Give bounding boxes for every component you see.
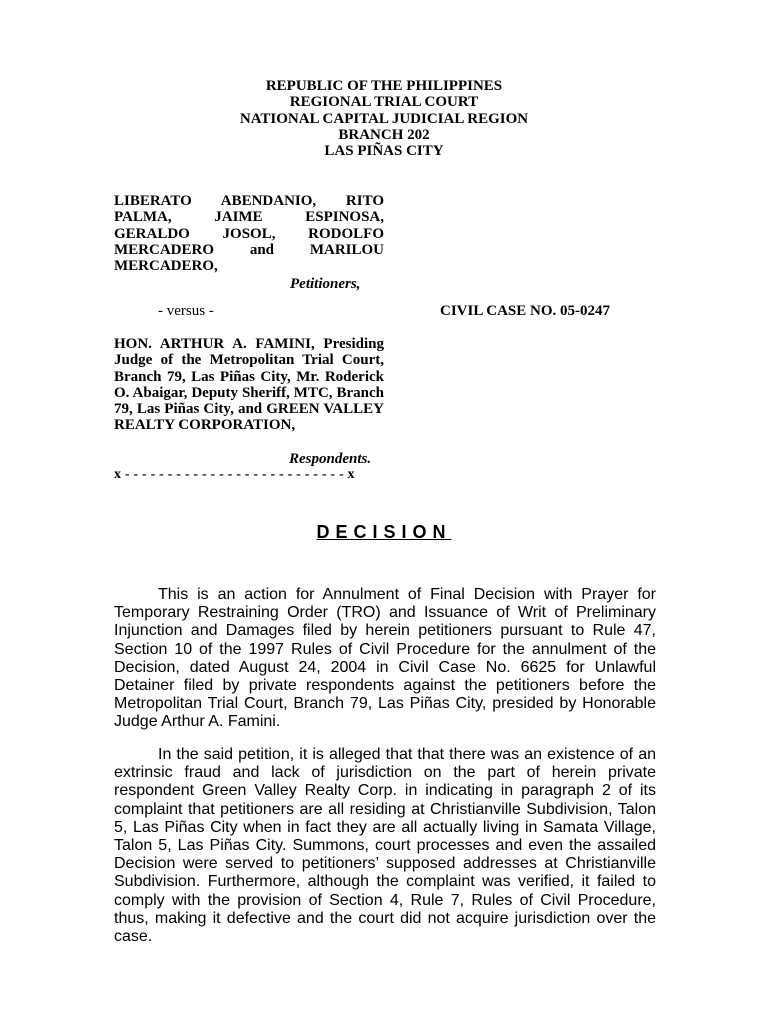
header-city: LAS PIÑAS CITY	[324, 143, 444, 160]
case-number: CIVIL CASE NO. 05-0247	[440, 303, 611, 319]
decision-title: DECISION	[316, 522, 452, 542]
versus-label: - versus -	[158, 303, 214, 319]
body-paragraph-2: In the said petition, it is alleged that that there was an existence of an extrinsic fraud and lack of jurisdiction on the part of herein private respondent Green Valley Realty Corp. in indicating in paragraph 2 of its complaint that petitioners are all residing at Christianville Subdivision, Talon 5, Las Piñas City when in fact they are all actually living in Samata Village, Talon 5, Las Piñas City. Summons, court processes and even the assailed Decision were served to petitioners’ supposed addresses at Christianville Subdivision. Furthermore, although the complaint was verified, it failed to comply with the provision of Section 4, Rule 7, Rules of Civil Procedure, thus, making it defective and the court did not acquire jurisdiction over the case.	[114, 746, 656, 946]
header-branch: BRANCH 202	[338, 126, 430, 143]
petitioners-label: Petitioners,	[290, 276, 361, 292]
respondents-names: HON. ARTHUR A. FAMINI, Presiding Judge of the Metropolitan Trial Court, Branch 79, Las Piñas City, Mr. Roderick O. Abaigar, Deputy Sheriff, MTC, Branch 79, Las Piñas City, and GREEN VALLEY REALTY CORPORATION,	[114, 336, 384, 434]
header-court: REGIONAL TRIAL COURT	[289, 94, 479, 111]
court-header	[0, 78, 768, 159]
respondents-label: Respondents.	[289, 451, 372, 467]
header-region: NATIONAL CAPITAL JUDICIAL REGION	[239, 110, 529, 127]
petitioners-names: LIBERATO ABENDANIO, RITO PALMA, JAIME ESPINOSA, GERALDO JOSOL, RODOLFO MERCADERO and MARILOU MERCADERO,	[114, 193, 384, 275]
caption-divider: x - - - - - - - - - - - - - - - - - - - - - - - - - - x	[114, 467, 355, 482]
body-paragraph-1: This is an action for Annulment of Final Decision with Prayer for Temporary Restraining Order (TRO) and Issuance of Writ of Preliminary Injunction and Damages filed by herein petitioners pursuant to Rule 47, Section 10 of the 1997 Rules of Civil Procedure for the annulment of the Decision, dated August 24, 2004 in Civil Case No. 6625 for Unlawful Detainer filed by private respondents against the petitioners before the Metropolitan Trial Court, Branch 79, Las Piñas City, presided by Honorable Judge Arthur A. Famini.	[114, 586, 656, 731]
header-republic: REPUBLIC OF THE PHILIPPINES	[265, 78, 503, 94]
